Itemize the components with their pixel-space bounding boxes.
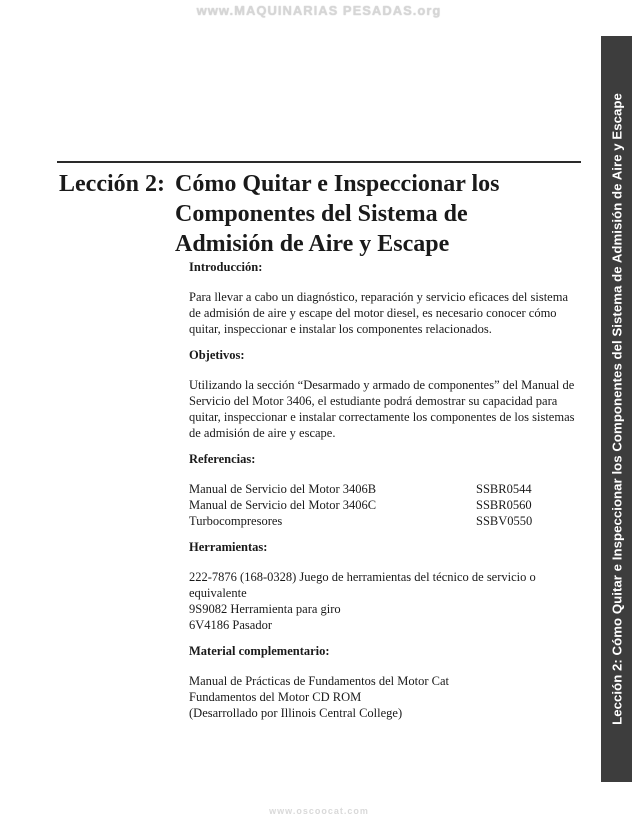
supplementary-text-line: (Desarrollado por Illinois Central College) [189, 706, 403, 720]
supplementary-heading: Material complementario: [189, 644, 330, 658]
tools-text-line: equivalente [189, 586, 247, 600]
intro-text-line: quitar, inspeccionar e instalar los componentes relacionados. [189, 322, 492, 336]
lesson-title-line: Componentes del Sistema de [175, 201, 468, 227]
side-tab-label: Lección 2: Cómo Quitar e Inspeccionar los Componentes del Sistema de Admisión de Aire y Escape [609, 93, 624, 725]
reference-name: Manual de Servicio del Motor 3406B [189, 482, 377, 496]
objectives-heading: Objetivos: [189, 348, 245, 362]
supplementary-text-line: Manual de Prácticas de Fundamentos del Motor Cat [189, 674, 450, 688]
intro-text-line: Para llevar a cabo un diagnóstico, reparación y servicio eficaces del sistema [189, 290, 569, 304]
reference-row [189, 513, 536, 529]
side-tab [601, 36, 632, 782]
intro-heading: Introducción: [189, 260, 263, 274]
objectives-text-line: de admisión de aire y escape. [189, 426, 336, 440]
reference-name: Manual de Servicio del Motor 3406C [189, 498, 377, 512]
reference-row [189, 497, 536, 513]
intro-text-line: de admisión de aire y escape del motor diesel, es necesario conocer cómo [189, 306, 557, 320]
tools-heading: Herramientas: [189, 540, 268, 554]
objectives-text-line: Utilizando la sección “Desarmado y armado de componentes” del Manual de [189, 378, 575, 392]
lesson-title-line: Cómo Quitar e Inspeccionar los [175, 171, 500, 197]
watermark-top: www.MAQUINARIAS PESADAS.org [196, 3, 442, 18]
references-heading: Referencias: [189, 452, 256, 466]
reference-code: SSBV0550 [476, 514, 533, 528]
supplementary-text-line: Fundamentos del Motor CD ROM [189, 690, 362, 704]
objectives-text-line: quitar, inspeccionar e instalar correctamente los componentes de los sistemas [189, 410, 575, 424]
lesson-content [189, 259, 584, 721]
reference-code: SSBR0560 [476, 498, 532, 512]
lesson-title-prefix: Lección 2: [59, 171, 165, 197]
reference-name: Turbocompresores [189, 514, 283, 528]
watermark-bottom: www.oscoocat.com [269, 806, 369, 816]
lesson-title-line: Admisión de Aire y Escape [175, 231, 450, 257]
objectives-text-line: Servicio del Motor 3406, el estudiante podrá demostrar su capacidad para [189, 394, 558, 408]
title-rule [57, 161, 581, 163]
tools-text-line: 6V4186 Pasador [189, 618, 272, 632]
tools-text-line: 222-7876 (168-0328) Juego de herramientas del técnico de servicio o [189, 570, 536, 584]
reference-code: SSBR0544 [476, 482, 532, 496]
reference-row [189, 481, 536, 497]
tools-text-line: 9S9082 Herramienta para giro [189, 602, 341, 616]
